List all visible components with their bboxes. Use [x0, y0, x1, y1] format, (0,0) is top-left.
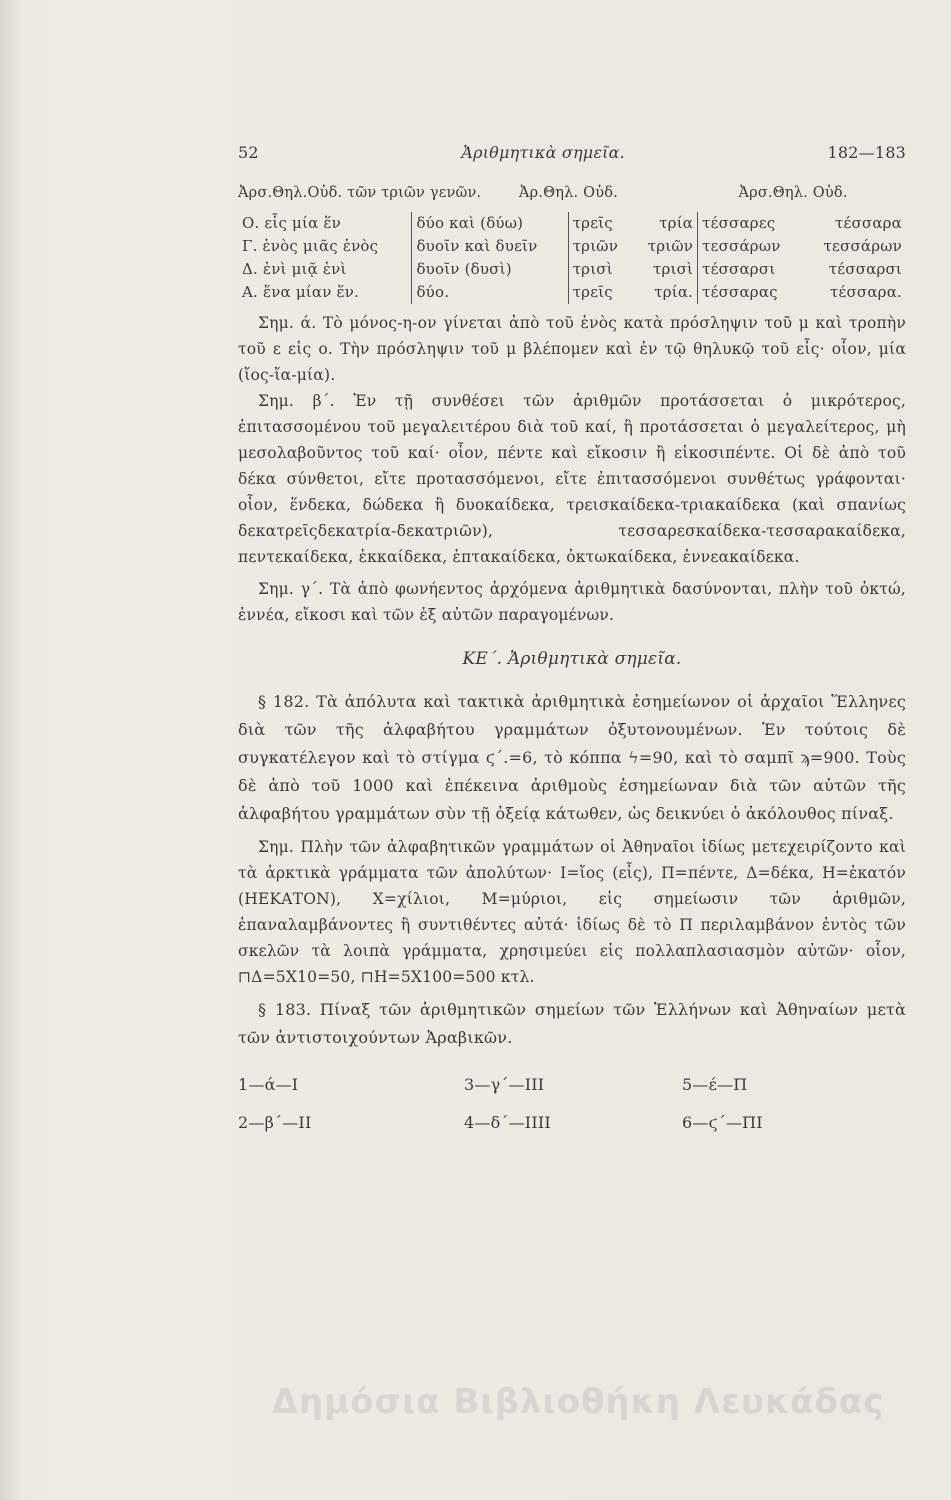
table-cell: τέσσαρας	[698, 281, 802, 304]
numeral-entry: 1—ά—Ι	[238, 1075, 299, 1094]
numeral-entry: 2—β΄—ΙΙ	[238, 1113, 312, 1132]
header-col-1: Ἀρσ.Θηλ.Οὐδ. τῶν τριῶν γενῶν.	[238, 185, 482, 201]
declension-table-header	[238, 180, 906, 206]
library-watermark: Δημόσια Βιβλιοθήκη Λευκάδας	[271, 1382, 885, 1422]
header-col-3: Ἀρσ.Θηλ. Οὐδ.	[738, 185, 848, 201]
table-cell: δυοῖν καὶ δυεῖν	[412, 235, 568, 258]
table-row	[238, 281, 906, 304]
numeral-table	[238, 1072, 906, 1136]
running-head	[238, 140, 906, 166]
table-row	[238, 212, 906, 235]
numeral-entry: 4—δ΄—ΙΙΙΙ	[464, 1113, 551, 1132]
table-cell: τέσσαρσι	[828, 260, 902, 278]
table-cell: τέσσαρες	[698, 212, 802, 235]
table-cell: τέσσαρσι	[698, 258, 802, 281]
running-title: Ἀριθμητικὰ σημεῖα.	[461, 143, 625, 162]
page-number: 52	[238, 143, 259, 162]
numeral-entry: 5—έ—Π	[682, 1075, 748, 1094]
table-cell: τεσσάρων	[823, 237, 902, 255]
paragraph-182: § 182. Τὰ ἀπόλυτα καὶ τακτικὰ ἀριθμητικὰ ἐσημείωνον οἱ ἀρχαῖοι Ἕλληνες διὰ τῶν τῆς ἀλφαβήτου γραμμάτων ὀξυτονουμένων. Ἐν τούτοις δὲ συγκατέλεγον καὶ τὸ στίγμα ϛ΄.=6, τὸ κόππα ϟ=90, καὶ τὸ σαμπῖ ϡ=900. Τοὺς δὲ ἀπὸ τοῦ 1000 καὶ ἐπέκεινα ἀριθμοὺς ἐσημείωναν διὰ τῶν αὐτῶν τῆς ἀλφαβήτου γραμμάτων σὺν τῇ ὀξείᾳ κάτωθεν, ὡς δεικνύει ὁ ἀκόλουθος πίναξ.	[238, 692, 906, 823]
note-b: Σημ. β΄. Ἐν τῇ συνθέσει τῶν ἀριθμῶν προτάσσεται ὁ μικρότερος, ἐπιτασσομένου τοῦ μεγαλειτέρου διὰ τοῦ καί, ἢ προτάσσεται ὁ μεγαλείτερος, μὴ μεσολαβοῦντος τοῦ καί· οἷον, πέντε καὶ εἴκοσιν ἢ εἰκοσιπέντε. Οἱ δὲ ἀπὸ τοῦ δέκα σύνθετοι, εἴτε προτασσόμενοι, εἴτε ἐπιτασσόμενοι συνθέτως γράφονται· οἷον, ἕνδεκα, δώδεκα ἢ δυοκαίδεκα, τρεισκαίδεκα-τριακαίδεκα (καὶ σπανίως δεκατρεῖςδεκατρία-δεκατριῶν), τεσσαρεσκαίδεκα-τεσσαρακαίδεκα, πεντεκαίδεκα, ἑκκαίδεκα, ἑπτακαίδεκα, ὀκτωκαίδεκα, ἐννεακαίδεκα.	[238, 392, 906, 566]
numeral-entry: 3—γ΄—ΙΙΙ	[464, 1075, 545, 1094]
table-cell: δυοῖν (δυσὶ)	[412, 258, 568, 281]
section-range: 182—183	[827, 143, 906, 162]
table-cell: τριῶν	[568, 235, 633, 258]
note-a: Σημ. ά. Τὸ μόνος-η-ον γίνεται ἀπὸ τοῦ ἑνὸς κατὰ πρόσληψιν τοῦ μ καὶ τροπὴν τοῦ ε εἰς ο. Τὴν πρόσληψιν τοῦ μ βλέπομεν καὶ ἐν τῷ θηλυκῷ τοῦ εἷς· οἷον, μία (ἴος-ἴα-μία).	[238, 314, 906, 384]
section-heading: ΚΕ΄. Ἀριθμητικὰ σημεῖα.	[462, 649, 682, 669]
table-cell: τρισὶ	[568, 258, 633, 281]
numeral-entry: 6—ϛ΄—ΠΙ	[682, 1113, 763, 1132]
table-cell: Ο. εἷς μία ἕν	[242, 214, 341, 232]
declension-table	[238, 212, 906, 304]
table-cell: τρία	[659, 214, 694, 232]
table-cell: τέσσαρα.	[830, 283, 902, 301]
table-cell: τεσσάρων	[698, 235, 802, 258]
table-cell: τρεῖς	[568, 212, 633, 235]
table-cell: δύο καὶ (δύω)	[412, 212, 568, 235]
table-cell: τρία.	[654, 283, 694, 301]
note-d: Σημ. Πλὴν τῶν ἀλφαβητικῶν γραμμάτων οἱ Ἀθηναῖοι ἰδίως μετεχειρίζοντο καὶ τὰ ἀρκτικὰ γράμματα τῶν ἀπολύτων· Ι=ἴος (εἷς), Π=πέντε, Δ=δέκα, Η=ἑκατόν (ΗΕΚΑΤΟΝ), Χ=χίλιοι, Μ=μύριοι, εἰς σημείωσιν τῶν ἀριθμῶν, ἐπαναλαμβάνοντες ἢ συντιθέντες αὐτά· ἰδίως δὲ τὸ Π περιλαμβάνον ἐντὸς τῶν σκελῶν τὰ λοιπὰ γράμματα, χρησιμεύει εἰς πολλαπλασιασμὸν αὐτῶν· οἷον, ⊓Δ=5Χ10=50, ⊓Η=5Χ100=500 κτλ.	[238, 838, 906, 986]
table-cell: τέσσαρα	[834, 214, 902, 232]
header-col-2: Ἀρ.Θηλ. Οὐδ.	[518, 185, 618, 201]
table-cell: δύο.	[412, 281, 568, 304]
table-cell: Δ. ἑνὶ μιᾷ ἑνὶ	[242, 260, 347, 278]
table-cell: Α. ἕνα μίαν ἕν.	[242, 283, 360, 301]
table-cell: τριῶν	[647, 237, 694, 255]
table-row	[238, 235, 906, 258]
page-content	[238, 140, 906, 1136]
table-cell: τρισὶ	[653, 260, 694, 278]
table-cell: τρεῖς	[568, 281, 633, 304]
table-row	[238, 258, 906, 281]
table-cell: Γ. ἑνὸς μιᾶς ἑνὸς	[242, 237, 379, 255]
note-c: Σημ. γ΄. Τὰ ἀπὸ φωνήεντος ἀρχόμενα ἀριθμητικὰ δασύνονται, πλὴν τοῦ ὀκτώ, ἐννέα, εἴκοσι καὶ τῶν ἐξ αὐτῶν παραγομένων.	[238, 580, 906, 624]
paragraph-183: § 183. Πίναξ τῶν ἀριθμητικῶν σημείων τῶν Ἑλλήνων καὶ Ἀθηναίων μετὰ τῶν ἀντιστοιχούντων Ἀραβικῶν.	[238, 1000, 906, 1047]
